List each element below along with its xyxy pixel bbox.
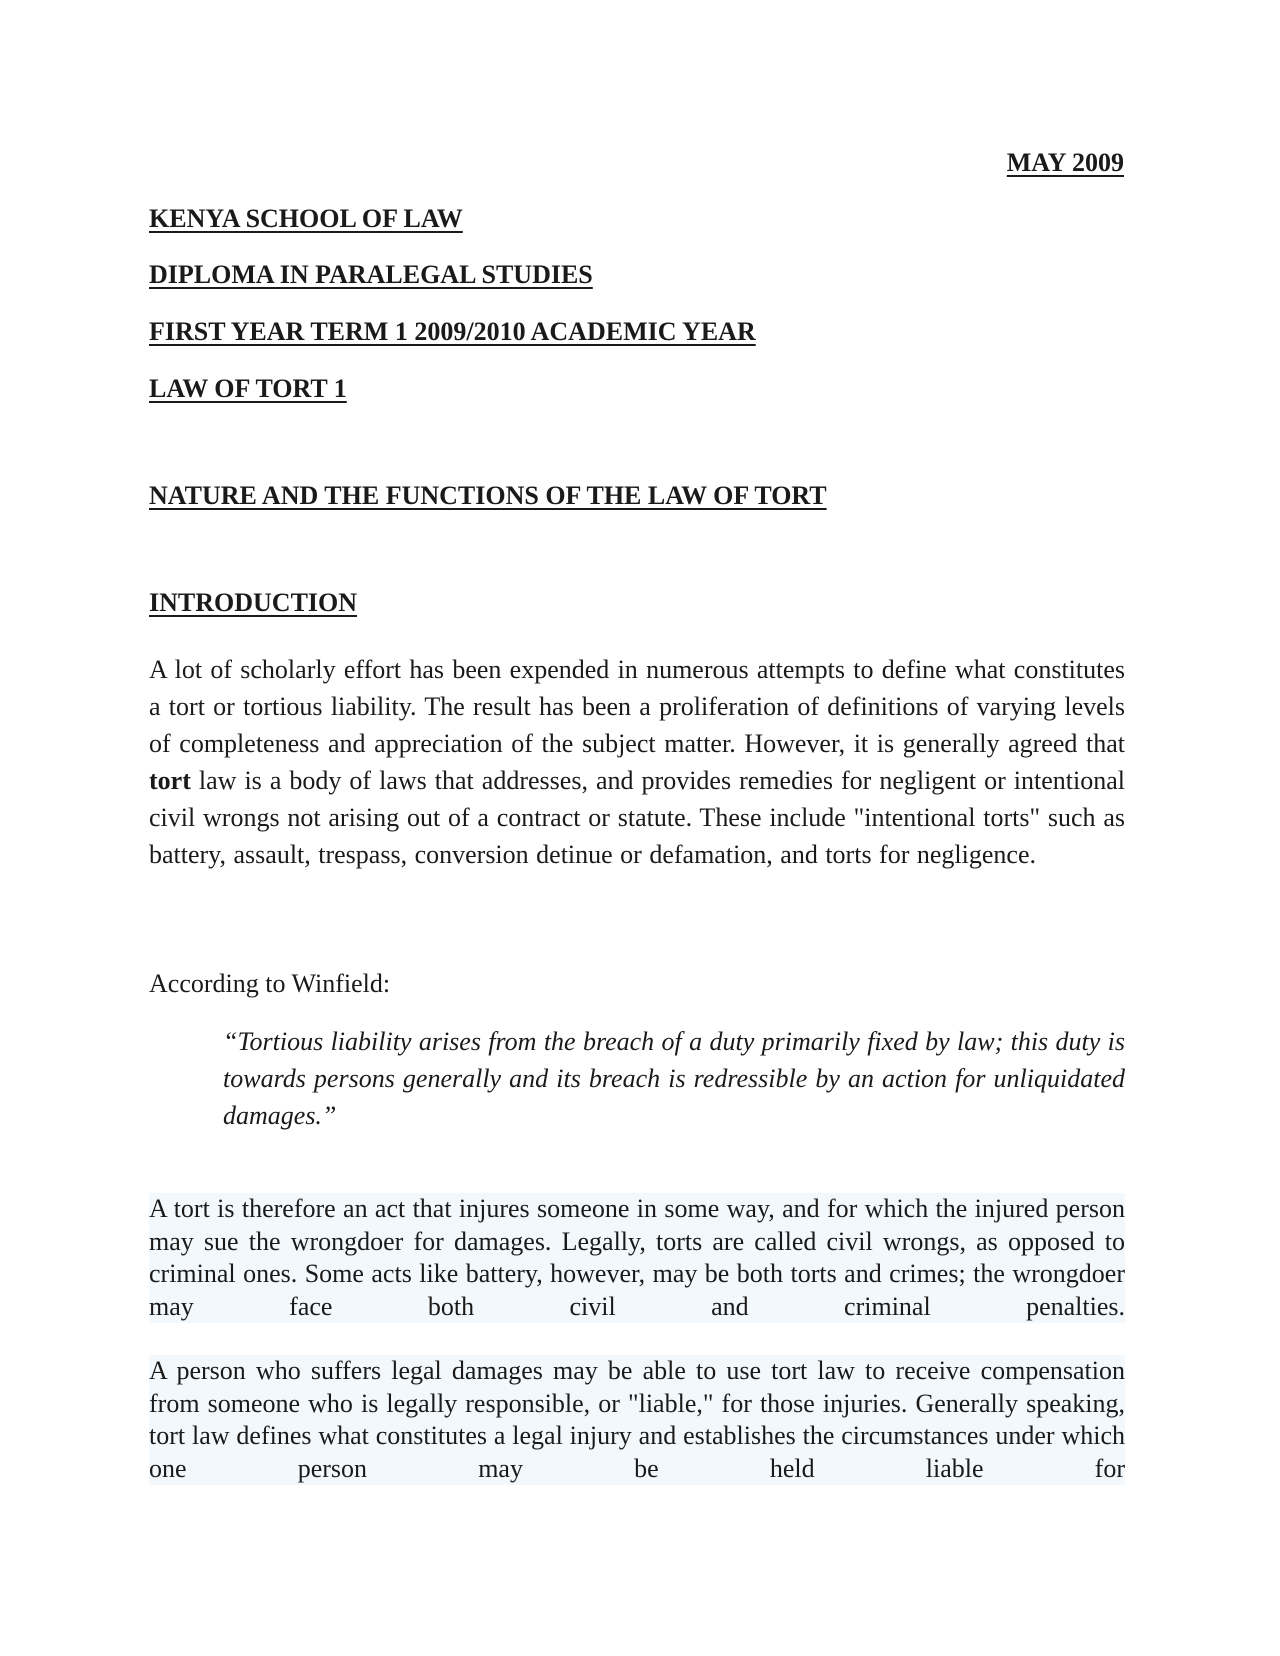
intro-text-part2: law is a body of laws that addresses, and provides remedies for negligent or intentional civil wrongs not arising out of a contract or statute. These include "intentional torts" such as battery, assault, trespass, conversion detinue or defamation, and torts for negligence. <box>149 766 1125 869</box>
section-title: NATURE AND THE FUNCTIONS OF THE LAW OF TORT <box>149 481 827 510</box>
program-heading: DIPLOMA IN PARALEGAL STUDIES <box>149 260 593 289</box>
intro-paragraph <box>149 651 1125 873</box>
winfield-lead: According to Winfield: <box>149 969 391 998</box>
school-heading: KENYA SCHOOL OF LAW <box>149 204 463 233</box>
intro-bold-term: tort <box>149 766 191 795</box>
compensation-paragraph: A person who suffers legal damages may be able to use tort law to receive compensation from someone who is legally responsible, or "liable," for those injuries. Generally speaking, tort law defines what constitutes a legal injury and establishes the circumstances under which one person may be held liable for <box>149 1355 1125 1485</box>
course-heading: LAW OF TORT 1 <box>149 374 347 403</box>
winfield-quote: “Tortious liability arises from the breach of a duty primarily fixed by law; this duty is towards persons generally and its breach is redressible by an action for unliquidated damages.” <box>223 1027 1125 1130</box>
section-subtitle: INTRODUCTION <box>149 588 358 617</box>
date-heading: MAY 2009 <box>1006 148 1124 177</box>
tort-definition-paragraph: A tort is therefore an act that injures someone in some way, and for which the injured person may sue the wrongdoer for damages. Legally, torts are called civil wrongs, as opposed to criminal ones. Some acts like battery, however, may be both torts and crimes; the wrongdoer may face both civil and criminal penalties. <box>149 1193 1125 1323</box>
term-heading: FIRST YEAR TERM 1 2009/2010 ACADEMIC YEAR <box>149 317 756 346</box>
intro-text-part1: A lot of scholarly effort has been expended in numerous attempts to define what constitutes a tort or tortious liability. The result has been a proliferation of definitions of varying levels of completeness and appreciation of the subject matter. However, it is generally agreed that <box>149 655 1125 758</box>
